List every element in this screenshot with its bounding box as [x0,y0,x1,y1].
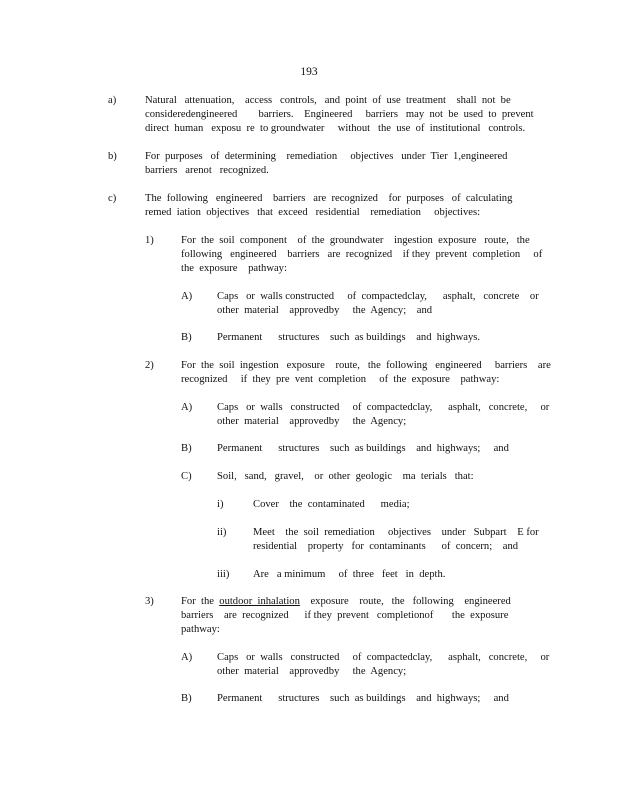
sub2-C-i-line-1: Cover the contaminated media; [253,499,410,510]
sub3-line-2: barriers are recognized if they prevent completionof the exposure [181,610,509,621]
sub1-B-label: B) [181,332,192,343]
sub1-label: 1) [145,235,154,246]
sub1-A-line-2: other material approvedby the Agency; and [217,305,433,316]
sub2-C-i-label: i) [217,499,224,510]
sub3-line-1-after: exposure route, the following engineered [299,596,511,607]
sub2-C-iii-label: iii) [217,569,230,580]
sub3-label: 3) [145,596,154,607]
sub2-label: 2) [145,360,154,371]
sub3-B-line-1: Permanent structures such as buildings and highways; and [217,693,509,704]
item-a-line-3: direct human exposu re to groundwater without the use of institutional controls. [145,123,526,134]
item-b-line-1: For purposes of determining remediation objectives under Tier 1,engineered [145,151,508,162]
sub2-line-1: For the soil ingestion exposure route, the following engineered barriers are [181,360,551,371]
item-a-line-1: Natural attenuation, access controls, and point of use treatment shall not be [145,95,511,106]
sub1-A-line-1: Caps or walls constructed of compactedclay, asphalt, concrete or [217,291,539,302]
item-label-a: a) [108,95,117,106]
sub1-line-3: the exposure pathway: [181,263,287,274]
sub2-B-line-1: Permanent structures such as buildings and highways; and [217,443,509,454]
sub2-A-line-1: Caps or walls constructed of compactedclay, asphalt, concrete, or [217,402,550,413]
item-a-line-2: consideredengineered barriers. Engineered barriers may not be used to prevent [145,109,534,120]
sub3-A-line-1: Caps or walls constructed of compactedclay, asphalt, concrete, or [217,652,550,663]
sub2-A-label: A) [181,402,193,413]
item-label-b: b) [108,151,117,162]
sub2-C-line-1: Soil, sand, gravel, or other geologic ma terials that: [217,471,474,482]
sub3-line-3: pathway: [181,624,220,635]
item-c-line-1: The following engineered barriers are recognized for purposes of calculating [145,193,513,204]
sub2-C-ii-label: ii) [217,527,227,538]
sub3-underlined-term: outdoor inhalation [219,596,300,607]
sub2-C-iii-line-1: Are a minimum of three feet in depth. [253,569,446,580]
sub2-line-2: recognized if they pre vent completion of the exposure pathway: [181,374,500,385]
sub1-A-label: A) [181,291,193,302]
sub2-B-label: B) [181,443,192,454]
sub3-A-line-2: other material approvedby the Agency; [217,666,407,677]
sub3-A-label: A) [181,652,193,663]
item-label-c: c) [108,193,117,204]
sub2-C-label: C) [181,471,192,482]
sub3-B-label: B) [181,693,192,704]
item-b-line-2: barriers arenot recognized. [145,165,269,176]
sub2-C-ii-line-1: Meet the soil remediation objectives under Subpart E for [253,527,539,538]
sub2-A-line-2: other material approvedby the Agency; [217,416,407,427]
item-c-line-2: remed iation objectives that exceed residential remediation objectives: [145,207,481,218]
sub1-B-line-1: Permanent structures such as buildings and highways. [217,332,481,343]
sub1-line-2: following engineered barriers are recognized if they prevent completion of [181,249,543,260]
sub3-line-1 [181,595,511,609]
page-number: 193 [300,66,318,78]
sub3-line-1-before: For the [181,596,220,607]
sub1-line-1: For the soil component of the groundwater ingestion exposure route, the [181,235,530,246]
sub2-C-ii-line-2: residential property for contaminants of concern; and [253,541,519,552]
